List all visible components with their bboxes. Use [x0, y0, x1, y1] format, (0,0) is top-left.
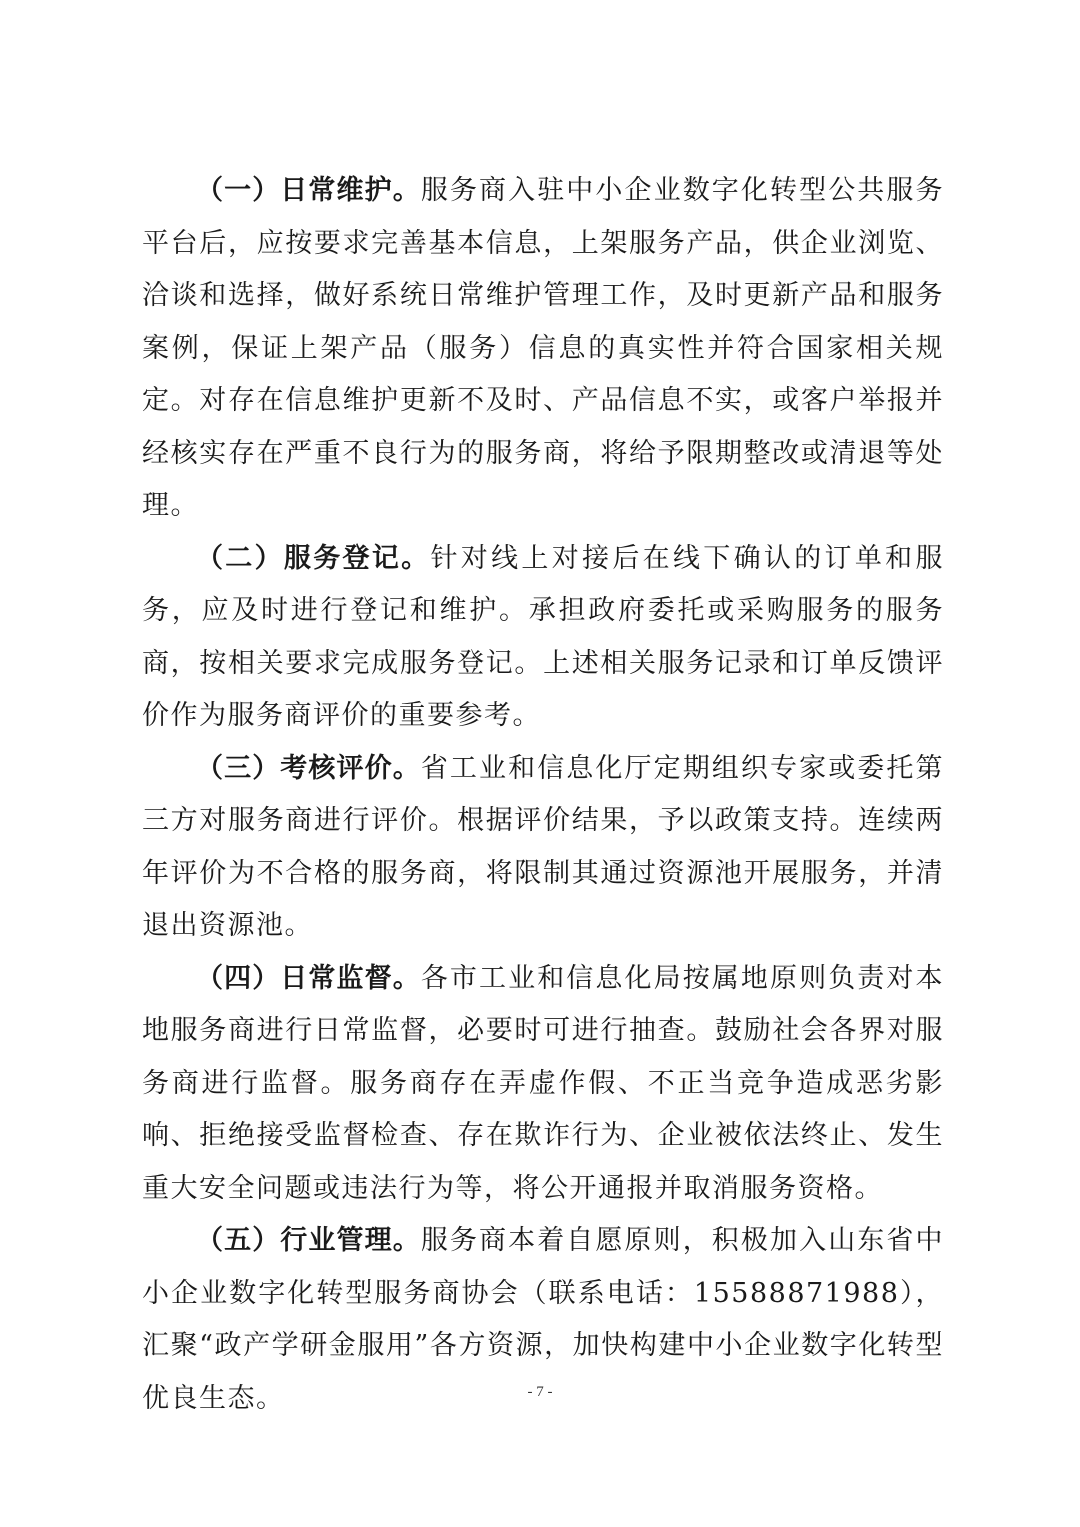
section-heading: （五）行业管理。	[196, 1225, 421, 1256]
section-text: 服务商入驻中小企业数字化转型公共服务平台后，应按要求完善基本信息，上架服务产品，供企业浏览、洽谈和选择，做好系统日常维护管理工作，及时更新产品和服务案例，保证上架产品（服务）信息的真实性并符合国家相关规定。对存在信息维护更新不及时、产品信息不实，或客户举报并经核实存在严重不良行为的服务商，将给予限期整改或清退等处理。	[142, 175, 945, 521]
section-heading: （四）日常监督。	[196, 962, 421, 994]
section-service-registration	[142, 533, 944, 743]
section-text: 服务商本着自愿原则，积极加入山东省中小企业数字化转型服务商协会（联系电话：15588871988），汇聚“政产学研金服用”各方资源，加快构建中小企业数字化转型优良生态。	[142, 1225, 945, 1414]
section-heading: （一）日常维护。	[196, 175, 421, 206]
section-daily-maintenance	[142, 165, 944, 533]
section-text: 各市工业和信息化局按属地原则负责对本地服务商进行日常监督，必要时可进行抽查。鼓励社会各界对服务商进行监督。服务商存在弄虚作假、不正当竞争造成恶劣影响、拒绝接受监督检查、存在欺诈行为、企业被依法终止、发生重大安全问题或违法行为等，将公开通报并取消服务资格。	[142, 962, 945, 1204]
page-number: - 7 -	[527, 1384, 553, 1400]
section-heading: （三）考核评价。	[196, 752, 421, 784]
section-daily-supervision	[142, 953, 944, 1216]
section-heading: （二）服务登记。	[196, 542, 431, 574]
document-body	[142, 165, 944, 1425]
section-assessment	[142, 743, 944, 953]
section-text: 针对线上对接后在线下确认的订单和服务，应及时进行登记和维护。承担政府委托或采购服务的服务商，按相关要求完成服务登记。上述相关服务记录和订单反馈评价作为服务商评价的重要参考。	[142, 542, 944, 731]
section-text: 省工业和信息化厅定期组织专家或委托第三方对服务商进行评价。根据评价结果，予以政策支持。连续两年评价为不合格的服务商，将限制其通过资源池开展服务，并清退出资源池。	[142, 752, 945, 941]
